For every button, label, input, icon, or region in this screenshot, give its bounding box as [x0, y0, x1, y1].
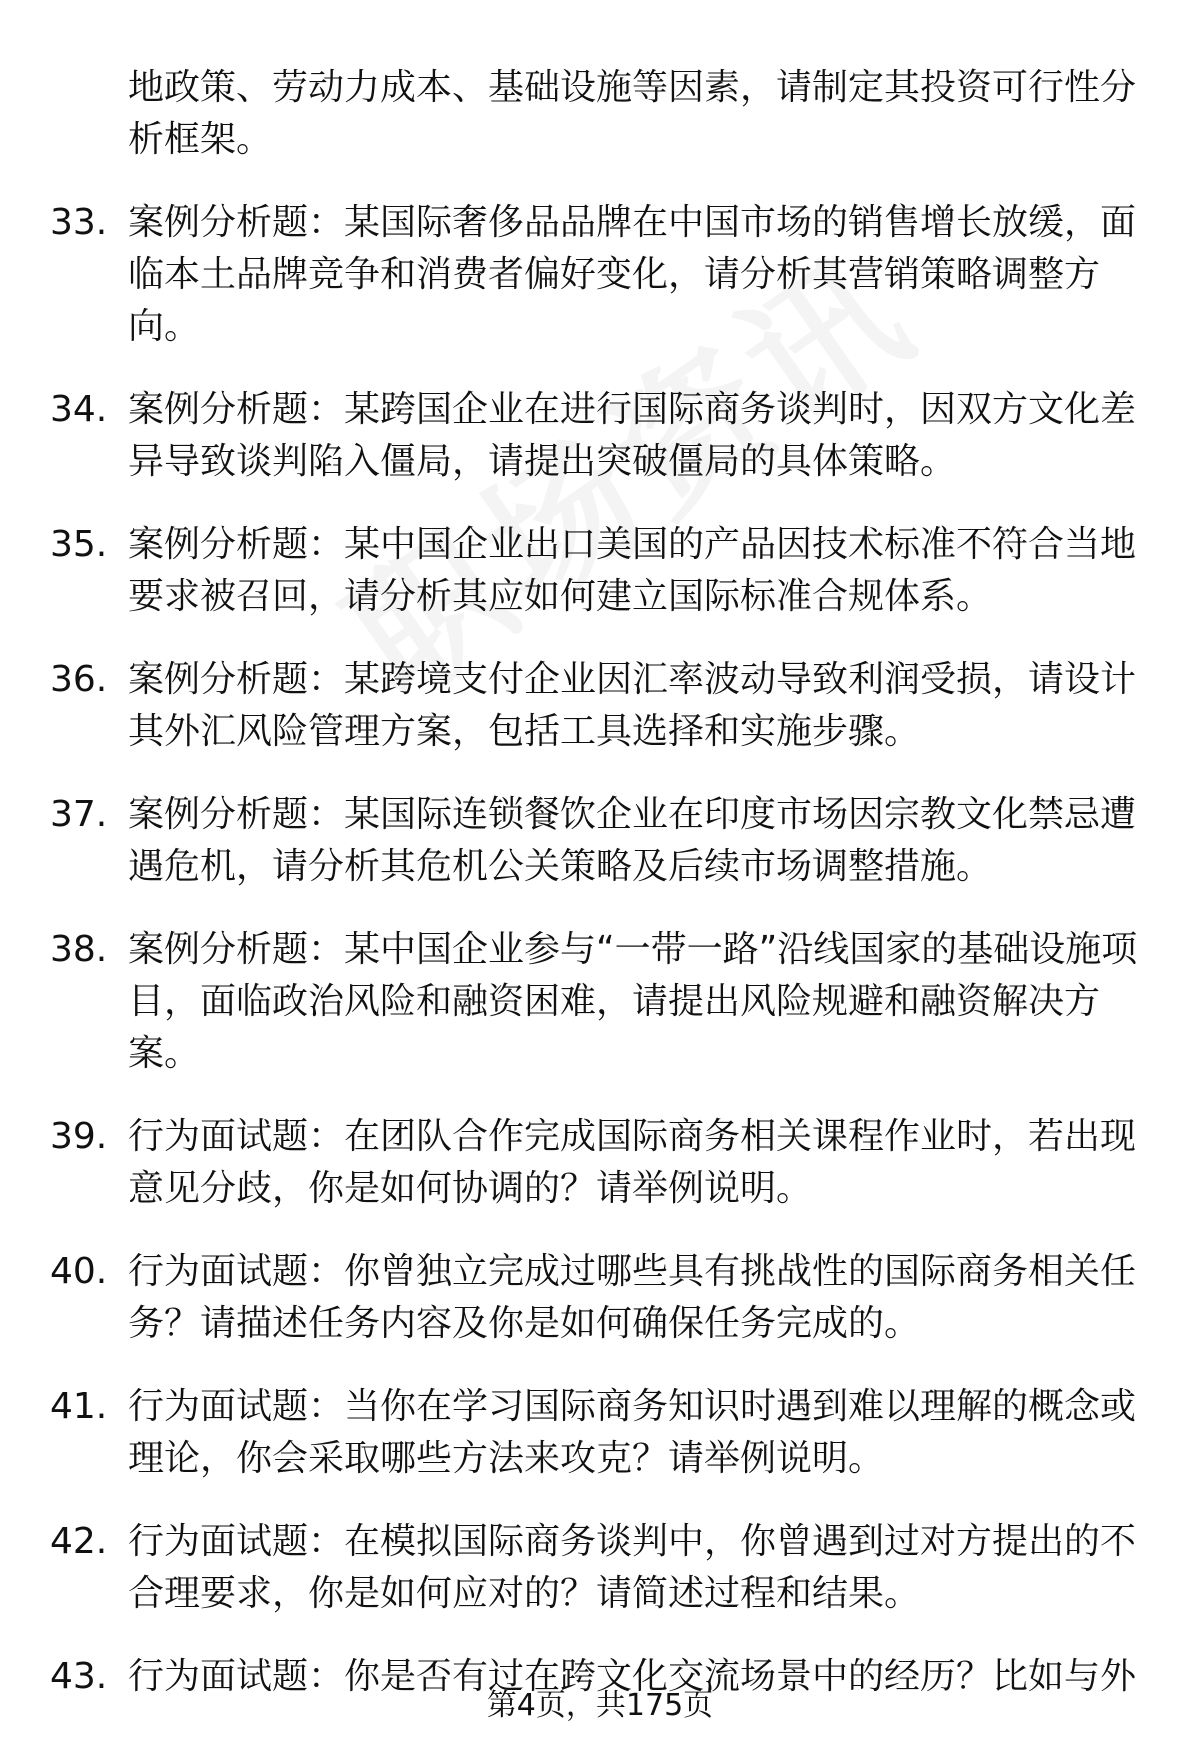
- item-text: 地政策、劳动力成本、基础设施等因素，请制定其投资可行性分析框架。: [128, 67, 1137, 160]
- list-item: [50, 519, 1140, 623]
- item-number: 33.: [50, 202, 108, 243]
- list-item: [50, 384, 1140, 488]
- item-number: 34.: [50, 389, 108, 430]
- item-text: 案例分析题：某中国企业出口美国的产品因技术标准不符合当地要求被召回，请分析其应如何建立国际标准合规体系。: [128, 524, 1137, 617]
- list-item: [50, 654, 1140, 758]
- list-item: [50, 197, 1140, 353]
- list-item: [50, 1516, 1140, 1620]
- item-text: 行为面试题：在团队合作完成国际商务相关课程作业时，若出现意见分歧，你是如何协调的？请举例说明。: [128, 1116, 1137, 1209]
- list-item: [50, 62, 1140, 166]
- list-item: [50, 1246, 1140, 1350]
- list-item: [50, 1111, 1140, 1215]
- item-text: 案例分析题：某国际奢侈品品牌在中国市场的销售增长放缓，面临本土品牌竞争和消费者偏好变化，请分析其营销策略调整方向。: [128, 202, 1137, 347]
- item-number: 39.: [50, 1116, 108, 1157]
- item-number: 36.: [50, 659, 108, 700]
- item-text: 案例分析题：某国际连锁餐饮企业在印度市场因宗教文化禁忌遭遇危机，请分析其危机公关策略及后续市场调整措施。: [128, 794, 1137, 887]
- item-text: 案例分析题：某中国企业参与“一带一路”沿线国家的基础设施项目，面临政治风险和融资困难，请提出风险规避和融资解决方案。: [128, 929, 1138, 1074]
- item-number: 35.: [50, 524, 108, 565]
- list-item: [50, 924, 1140, 1080]
- item-number: 43.: [50, 1656, 108, 1697]
- item-text: 案例分析题：某跨国企业在进行国际商务谈判时，因双方文化差异导致谈判陷入僵局，请提出突破僵局的具体策略。: [128, 389, 1137, 482]
- item-number: 42.: [50, 1521, 108, 1562]
- page-footer: 第4页，共175页: [486, 1688, 714, 1723]
- item-text: 行为面试题：在模拟国际商务谈判中，你曾遇到过对方提出的不合理要求，你是如何应对的？请简述过程和结果。: [128, 1521, 1137, 1614]
- question-list: [50, 62, 1140, 1734]
- item-number: 41.: [50, 1386, 108, 1427]
- item-text: 行为面试题：你曾独立完成过哪些具有挑战性的国际商务相关任务？请描述任务内容及你是如何确保任务完成的。: [128, 1251, 1137, 1344]
- item-text: 案例分析题：某跨境支付企业因汇率波动导致利润受损，请设计其外汇风险管理方案，包括工具选择和实施步骤。: [128, 659, 1137, 752]
- item-number: 40.: [50, 1251, 108, 1292]
- item-text: 行为面试题：你是否有过在跨文化交流场景中的经历？比如与外: [128, 1656, 1137, 1697]
- list-item: [50, 1381, 1140, 1485]
- item-number: 38.: [50, 929, 108, 970]
- item-number: 37.: [50, 794, 108, 835]
- item-text: 行为面试题：当你在学习国际商务知识时遇到难以理解的概念或理论，你会采取哪些方法来攻克？请举例说明。: [128, 1386, 1137, 1479]
- list-item: [50, 789, 1140, 893]
